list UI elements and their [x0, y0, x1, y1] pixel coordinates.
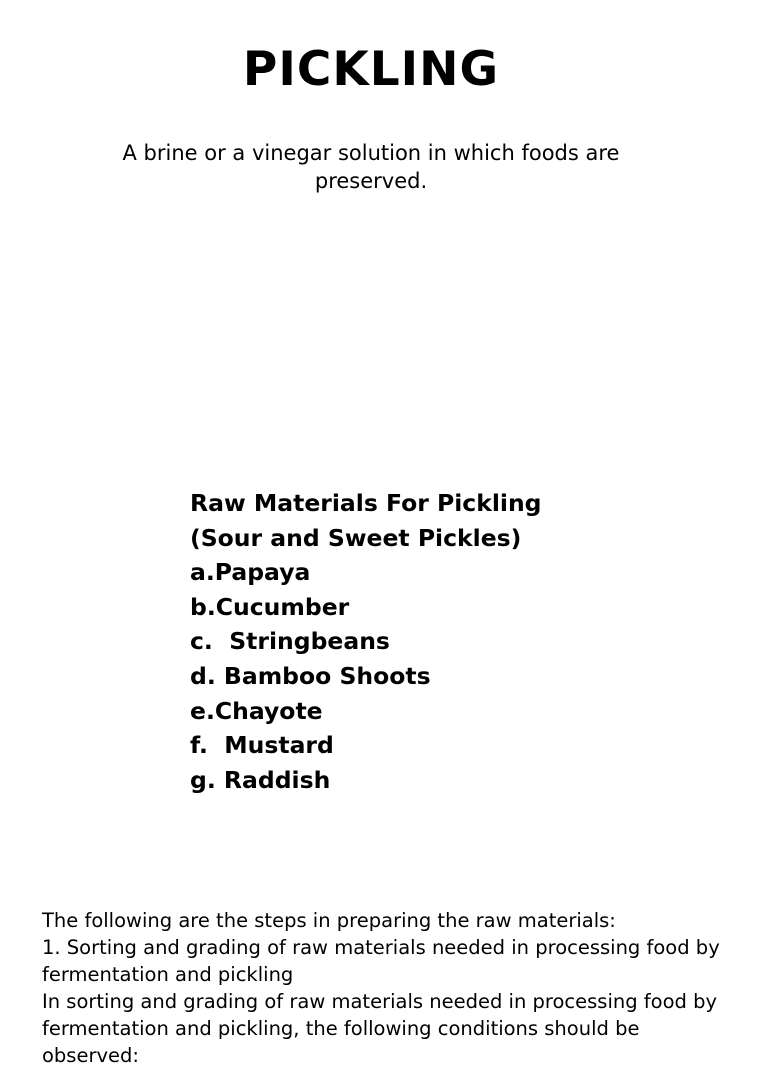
list-item: g. Raddish: [190, 765, 331, 794]
list-item: e.Chayote: [190, 696, 323, 725]
steps-paragraph: In sorting and grading of raw materials needed in processing food by fermentation and pickling, the following conditions should be observed:: [42, 990, 718, 1067]
list-item: a.Papaya: [190, 558, 311, 587]
definition-text: A brine or a vinegar solution in which foods are preserved.: [122, 141, 620, 193]
list-item: b.Cucumber: [190, 592, 350, 621]
raw-materials-subheading: (Sour and Sweet Pickles): [190, 523, 522, 552]
raw-materials-heading: Raw Materials For Pickling: [190, 489, 542, 517]
raw-materials-list: [190, 486, 670, 797]
steps-section: [42, 907, 732, 1069]
list-item: f. Mustard: [190, 731, 334, 760]
page-title: PICKLING: [242, 42, 500, 97]
list-item: c. Stringbeans: [190, 627, 390, 656]
steps-intro: The following are the steps in preparing the raw materials:: [42, 909, 616, 932]
list-item: d. Bamboo Shoots: [190, 661, 431, 690]
step-1-text: 1. Sorting and grading of raw materials needed in processing food by fermentation and pickling: [42, 936, 720, 986]
